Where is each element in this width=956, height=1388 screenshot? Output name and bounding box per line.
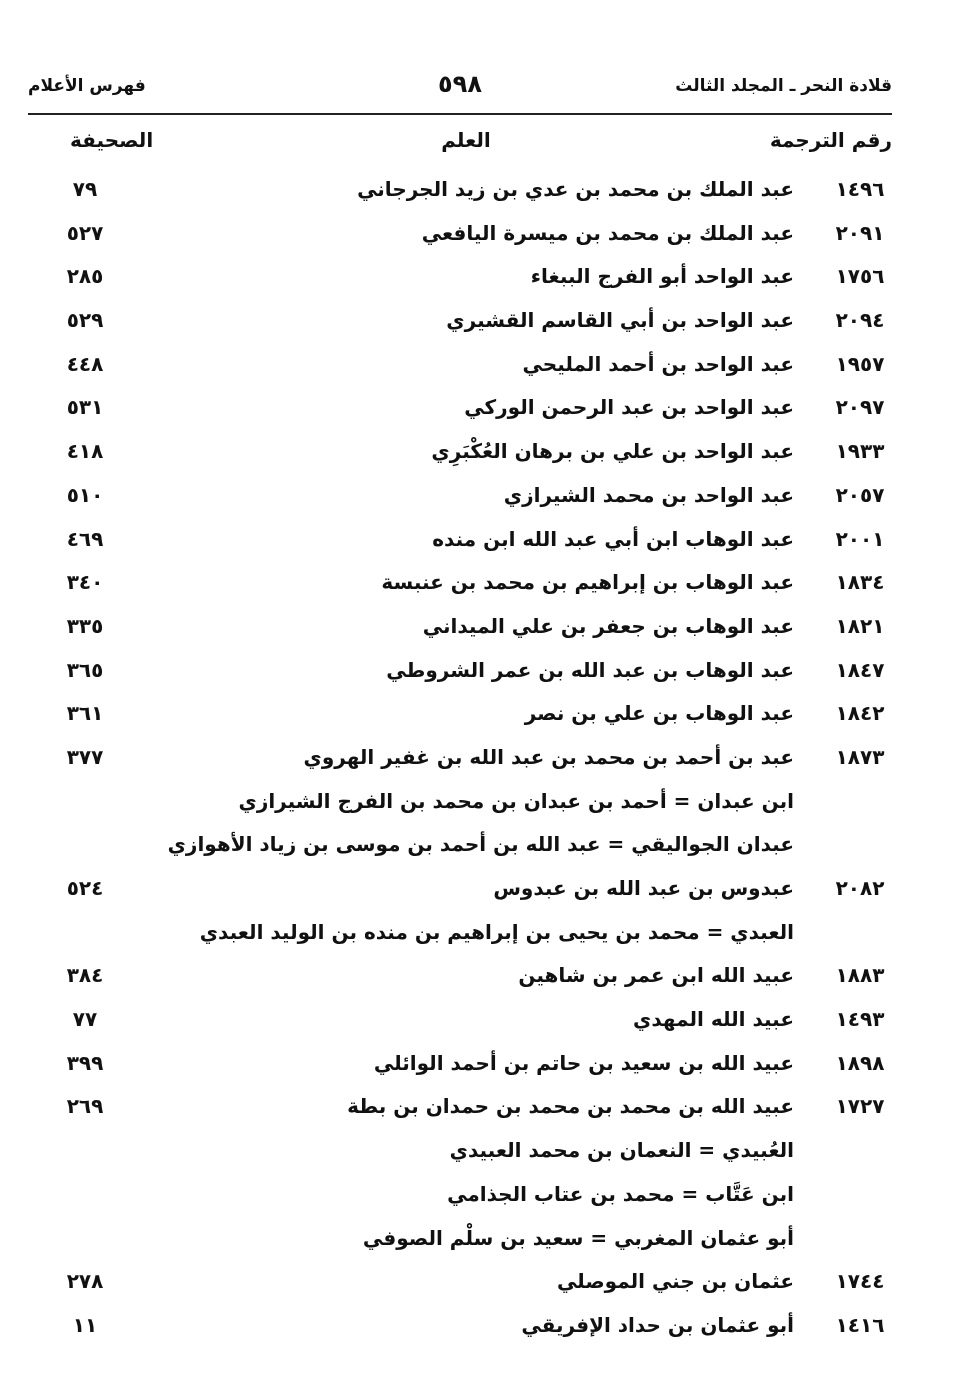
entry-page: ٢٧٨	[66, 1269, 104, 1294]
entry-name: العبدي = محمد بن يحيى بن إبراهيم بن منده بن الوليد العبدي	[199, 919, 794, 944]
entry-number: ٢٠٩٧	[835, 395, 885, 420]
running-header	[28, 70, 892, 110]
index-entry	[40, 386, 892, 430]
entry-number: ٢٠٨٢	[835, 876, 885, 900]
entry-name: العُبيدي = النعمان بن محمد العبيدي	[449, 1138, 794, 1163]
section-title: فهرس الأعلام	[28, 76, 146, 96]
entry-name: عبدان الجواليقي = عبد الله بن أحمد بن موسى بن زياد الأهوازي	[167, 832, 794, 857]
entry-page: ٣٩٩	[66, 1050, 104, 1075]
index-entry	[40, 692, 892, 736]
entry-number: ٢٠٩١	[835, 220, 885, 245]
entry-page: ٤٦٩	[66, 526, 104, 551]
index-entry	[40, 299, 892, 343]
entry-number: ١٨٣٤	[835, 570, 885, 595]
entry-page: ١١	[72, 1312, 98, 1337]
entry-page: ٤٤٨	[66, 351, 104, 376]
entry-number: ١٨٨٣	[835, 963, 885, 988]
index-entry	[40, 736, 892, 780]
entry-number: ١٨٩٨	[835, 1050, 885, 1075]
entry-page: ٥١٠	[66, 482, 104, 507]
entry-number: ٢٠٠١	[835, 526, 885, 551]
entry-page: ٣٤٠	[66, 570, 104, 595]
entry-number: ١٨٧٣	[835, 744, 885, 769]
entry-name: أبو عثمان المغربي = سعيد بن سلْم الصوفي	[362, 1225, 794, 1250]
entry-number: ٢٠٩٤	[835, 308, 885, 333]
column-header-page: الصحيفة	[70, 128, 154, 152]
entry-number: ٢٠٥٧	[835, 482, 885, 507]
column-header-name: العلم	[441, 128, 491, 152]
entry-name: عبيد الله ابن عمر بن شاهين	[518, 963, 794, 988]
entry-page: ٥٢٩	[66, 308, 104, 333]
entry-page: ٤١٨	[66, 439, 104, 464]
index-entry	[40, 1217, 892, 1261]
entry-number: ١٨٤٧	[835, 657, 885, 682]
index-entry	[40, 823, 892, 867]
entry-name: ابن عبدان = أحمد بن عبدان بن محمد بن الفرج الشيرازي	[238, 788, 794, 813]
page-number: ٥٩٨	[438, 70, 482, 98]
entry-page: ٥٢٤	[66, 876, 104, 900]
index-entry	[40, 649, 892, 693]
entry-page: ٥٢٧	[66, 220, 104, 245]
index-entry	[40, 911, 892, 955]
entry-name: عبد الواحد بن أحمد المليحي	[522, 351, 794, 376]
index-entry	[40, 780, 892, 824]
entry-page: ٣٧٧	[66, 744, 104, 769]
index-entry	[40, 168, 892, 212]
entry-name: عبدوس بن عبد الله بن عبدوس	[493, 876, 794, 900]
entry-page: ٣٨٤	[66, 963, 104, 988]
entry-name: أبو عثمان بن حداد الإفريقي	[521, 1312, 794, 1337]
entry-name: عبد الواحد أبو الفرج الببغاء	[530, 264, 794, 289]
entry-name: عثمان بن جني الموصلي	[556, 1269, 794, 1294]
index-entry	[40, 998, 892, 1042]
entry-number: ١٤٩٣	[835, 1007, 885, 1032]
entry-name: عبد الملك بن محمد بن ميسرة اليافعي	[421, 220, 794, 245]
index-entry	[40, 1173, 892, 1217]
index-entry	[40, 343, 892, 387]
index-entry	[40, 561, 892, 605]
entry-number: ١٧٥٦	[835, 264, 885, 289]
index-entry	[40, 954, 892, 998]
book-title: قلادة النحر ـ المجلد الثالث	[675, 76, 892, 96]
entry-name: عبيد الله المهدي	[633, 1007, 794, 1032]
entry-name: عبد الواحد بن أبي القاسم القشيري	[446, 308, 794, 333]
index-entry	[40, 867, 892, 911]
entry-page: ٢٨٥	[66, 264, 104, 289]
index-entry	[40, 1042, 892, 1086]
entry-number: ١٧٢٧	[835, 1094, 885, 1119]
index-entry	[40, 518, 892, 562]
entry-number: ١٨٢١	[835, 613, 885, 638]
entry-page: ٢٦٩	[66, 1094, 104, 1119]
entry-name: عبد الواحد بن عبد الرحمن الوركي	[464, 395, 794, 420]
entry-name: عبد الملك بن محمد بن عدي بن زيد الجرجاني	[357, 177, 794, 201]
index-entry	[40, 1260, 892, 1304]
entry-name: عبيد الله بن سعيد بن حاتم بن أحمد الوائلي	[373, 1050, 794, 1075]
entry-page: ٣٦١	[66, 701, 104, 726]
entry-number: ١٤٩٦	[835, 177, 885, 201]
column-header-entry-number: رقم الترجمة	[769, 128, 892, 152]
entry-page: ٥٣١	[66, 395, 104, 420]
index-entry	[40, 474, 892, 518]
entry-page: ٣٣٥	[66, 613, 104, 638]
index-entry	[40, 1304, 892, 1348]
header-rule	[28, 113, 892, 115]
index-entry	[40, 212, 892, 256]
index-entry	[40, 1085, 892, 1129]
index-entry	[40, 1129, 892, 1173]
entry-number: ١٩٣٣	[835, 439, 885, 464]
index-list	[40, 168, 892, 1348]
entry-page: ٣٦٥	[66, 657, 104, 682]
entry-page: ٧٧	[72, 1007, 98, 1032]
entry-name: ابن عَتَّاب = محمد بن عتاب الجذامي	[447, 1181, 794, 1206]
index-entry	[40, 430, 892, 474]
index-entry	[40, 605, 892, 649]
entry-name: عبد الوهاب بن جعفر بن علي الميداني	[422, 613, 794, 638]
entry-page: ٧٩	[72, 177, 98, 201]
entry-number: ١٨٤٢	[835, 701, 885, 726]
index-entry	[40, 255, 892, 299]
entry-number: ١٤١٦	[835, 1312, 885, 1337]
entry-name: عبد الوهاب بن عبد الله بن عمر الشروطي	[386, 657, 794, 682]
entry-name: عبد الواحد بن علي بن برهان العُكْبَرِي	[431, 439, 794, 464]
entry-number: ١٩٥٧	[835, 351, 885, 376]
entry-name: عبد الوهاب بن علي بن نصر	[524, 701, 794, 726]
entry-number: ١٧٤٤	[835, 1269, 885, 1294]
column-headers	[40, 128, 892, 164]
entry-name: عبيد الله بن محمد بن محمد بن حمدان بن بطة	[347, 1094, 794, 1119]
entry-name: عبد بن أحمد بن محمد بن عبد الله بن غفير الهروي	[303, 744, 794, 769]
entry-name: عبد الوهاب ابن أبي عبد الله ابن منده	[432, 526, 794, 551]
entry-name: عبد الواحد بن محمد الشيرازي	[503, 482, 794, 507]
entry-name: عبد الوهاب بن إبراهيم بن محمد بن عنبسة	[381, 570, 794, 595]
